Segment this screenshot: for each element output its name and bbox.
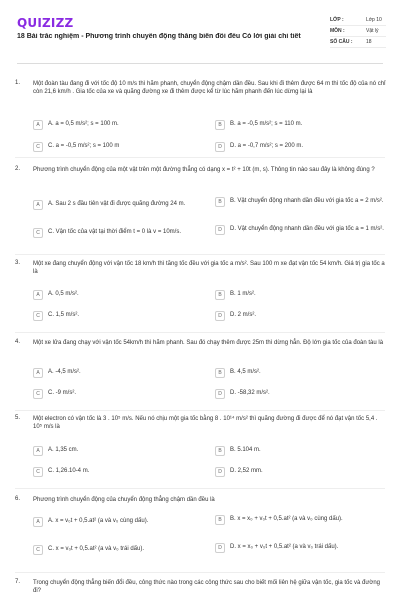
question-number: 3. [15, 260, 21, 266]
header-divider [17, 63, 383, 64]
option-letter-box: B [215, 290, 225, 300]
option-text: C. 1,26.10-4 m. [48, 468, 90, 474]
option-letter-box: B [215, 368, 225, 378]
option-c[interactable] [33, 545, 207, 565]
option-text: C. x = v₀t + 0,5.at² (a và v₀ trái dấu). [48, 546, 145, 552]
option-letter-box: A [33, 120, 43, 130]
option-b[interactable] [215, 197, 389, 217]
option-letter-box: C [33, 311, 43, 321]
option-text: B. Vật chuyển động nhanh dần đều với gia tốc a = 2 m/s². [230, 198, 384, 204]
option-text: A. x = v₀t + 0,5.at² (a và v₀ cùng dấu). [48, 518, 149, 524]
document-title: 18 Bài trắc nghiệm - Phương trình chuyển động thẳng biến đổi đều Có lời giải chi tiết [17, 33, 301, 40]
option-letter-box: A [33, 368, 43, 378]
option-b[interactable] [215, 446, 389, 459]
question-divider [15, 488, 385, 489]
option-letter-box: B [215, 515, 225, 525]
option-text: B. a = -0,5 m/s²; s = 110 m. [230, 121, 303, 127]
question-number: 6. [15, 496, 21, 502]
option-b[interactable] [215, 120, 389, 133]
option-text: D. 2,52 mm. [230, 468, 263, 474]
question-text: Một xe đang chuyển động với vận tốc 18 km/h thì tăng tốc đều với gia tốc a m/s². Sau 100 m xe đạt vận tốc 54 km/h. Giá trị gia tốc a là [33, 261, 385, 275]
page-header [0, 0, 400, 62]
option-text: D. a = -0,7 m/s²; s = 200 m. [230, 143, 304, 149]
quizizz-logo: QUIZIZZ [17, 16, 74, 30]
option-letter-box: B [215, 120, 225, 130]
option-letter-box: C [33, 228, 43, 238]
option-text: B. 5.104 m. [230, 447, 261, 453]
option-letter-box: D [215, 467, 225, 477]
meta-value: Vật lý [366, 28, 379, 34]
option-letter-box: C [33, 142, 43, 152]
option-text: A. 0,5 m/s². [48, 291, 79, 297]
question-number: 5. [15, 415, 21, 421]
option-d[interactable] [215, 467, 389, 480]
option-letter-box: A [33, 446, 43, 456]
option-b[interactable] [215, 290, 389, 303]
question-number: 2. [15, 166, 21, 172]
meta-label: SỐ CÂU : [330, 39, 353, 45]
option-text: A. Sau 2 s đầu tiên vật đi được quãng đường 24 m. [48, 201, 186, 207]
question-number: 1. [15, 80, 21, 86]
option-c[interactable] [33, 389, 207, 402]
option-b[interactable] [215, 515, 389, 535]
option-letter-box: A [33, 290, 43, 300]
option-text: D. -58,32 m/s². [230, 390, 270, 396]
option-d[interactable] [215, 311, 389, 324]
option-d[interactable] [215, 142, 389, 155]
option-text: D. 2 m/s². [230, 312, 257, 318]
question-number: 7. [15, 579, 21, 585]
option-d[interactable] [215, 389, 389, 402]
option-text: C. -9 m/s². [48, 390, 76, 396]
option-text: C. Vận tốc của vật tại thời điểm t = 0 là v = 10m/s. [48, 229, 181, 235]
meta-value: 18 [366, 39, 372, 45]
option-letter-box: A [33, 517, 43, 527]
option-letter-box: B [215, 197, 225, 207]
option-a[interactable] [33, 290, 207, 303]
option-letter-box: B [215, 446, 225, 456]
question-number: 4. [15, 339, 21, 345]
question-divider [15, 410, 385, 411]
meta-label: MÔN : [330, 28, 345, 34]
question-text: Một electron có vận tốc là 3 . 10⁵ m/s. Nếu nó chịu một gia tốc bằng 8 . 10¹⁴ m/s² thì quãng đường đi được để nó đạt vận tốc 5,4 . 10⁵ m/s là [33, 416, 378, 430]
option-c[interactable] [33, 467, 207, 480]
question-divider [15, 254, 385, 255]
option-letter-box: A [33, 200, 43, 210]
option-text: B. 4,5 m/s². [230, 369, 261, 375]
question-divider [15, 572, 385, 573]
question-divider [15, 157, 385, 158]
option-text: A. 1,35 cm. [48, 447, 79, 453]
option-a[interactable] [33, 517, 207, 537]
option-letter-box: D [215, 142, 225, 152]
meta-label: LỚP : [330, 17, 344, 23]
option-c[interactable] [33, 311, 207, 324]
option-letter-box: C [33, 389, 43, 399]
question-divider [15, 332, 385, 333]
option-letter-box: C [33, 545, 43, 555]
question-text: Phương trình chuyển động của chuyển động thẳng chậm dần đều là [33, 497, 215, 503]
option-letter-box: D [215, 225, 225, 235]
option-b[interactable] [215, 368, 389, 381]
option-letter-box: D [215, 543, 225, 553]
option-a[interactable] [33, 446, 207, 459]
option-c[interactable] [33, 142, 207, 155]
option-letter-box: D [215, 311, 225, 321]
option-letter-box: D [215, 389, 225, 399]
option-text: B. 1 m/s². [230, 291, 256, 297]
meta-row-class [330, 15, 386, 26]
option-text: A. -4,5 m/s². [48, 369, 81, 375]
meta-row-subject [330, 26, 386, 37]
question-text: Phương trình chuyển động của một vật trên một đường thẳng có dạng x = t² + 10t (m, s). Thông tin nào sau đây là không đúng ? [33, 167, 375, 173]
meta-value: Lớp 10 [366, 17, 382, 23]
meta-box [330, 15, 386, 48]
option-c[interactable] [33, 228, 207, 248]
option-a[interactable] [33, 120, 207, 133]
option-d[interactable] [215, 225, 389, 245]
meta-row-count [330, 37, 386, 48]
option-text: A. a = 0,5 m/s²; s = 100 m. [48, 121, 119, 127]
option-a[interactable] [33, 368, 207, 381]
question-text: Một xe lửa đang chạy với vận tốc 54km/h thì hãm phanh. Sau đó chạy thêm được 25m thì dừng hẳn. Độ lớn gia tốc của đoàn tàu là [33, 340, 384, 346]
option-text: C. 1,5 m/s². [48, 312, 80, 318]
option-a[interactable] [33, 200, 207, 220]
question-text: Một đoàn tàu đang đi với tốc độ 10 m/s thì hãm phanh, chuyển động chậm dần đều. Sau khi đi thêm được 64 m thì tốc độ của nó chỉ còn 21,6 km/h . Gia tốc của xe và quãng đường xe đi thêm được kể từ lúc hãm phanh đến lúc dừng lại là [33, 81, 386, 95]
option-d[interactable] [215, 543, 389, 563]
question-text: Trong chuyển động thẳng biến đổi đều, công thức nào trong các công thức sau cho biết mối liên hệ giữa vận tốc, gia tốc và đường đi? [33, 580, 380, 594]
option-text: C. a = -0,5 m/s²; s = 100 m [48, 143, 120, 149]
option-letter-box: C [33, 467, 43, 477]
option-text: D. Vật chuyển động nhanh dần đều với gia tốc a = 1 m/s². [230, 226, 384, 232]
option-text: D. x = x₀ + v₀t + 0,5.at² (a và v₀ trái dấu). [230, 544, 339, 550]
option-text: B. x = x₀ + v₀t + 0,5.at² (a và v₀ cùng dấu). [230, 516, 343, 522]
